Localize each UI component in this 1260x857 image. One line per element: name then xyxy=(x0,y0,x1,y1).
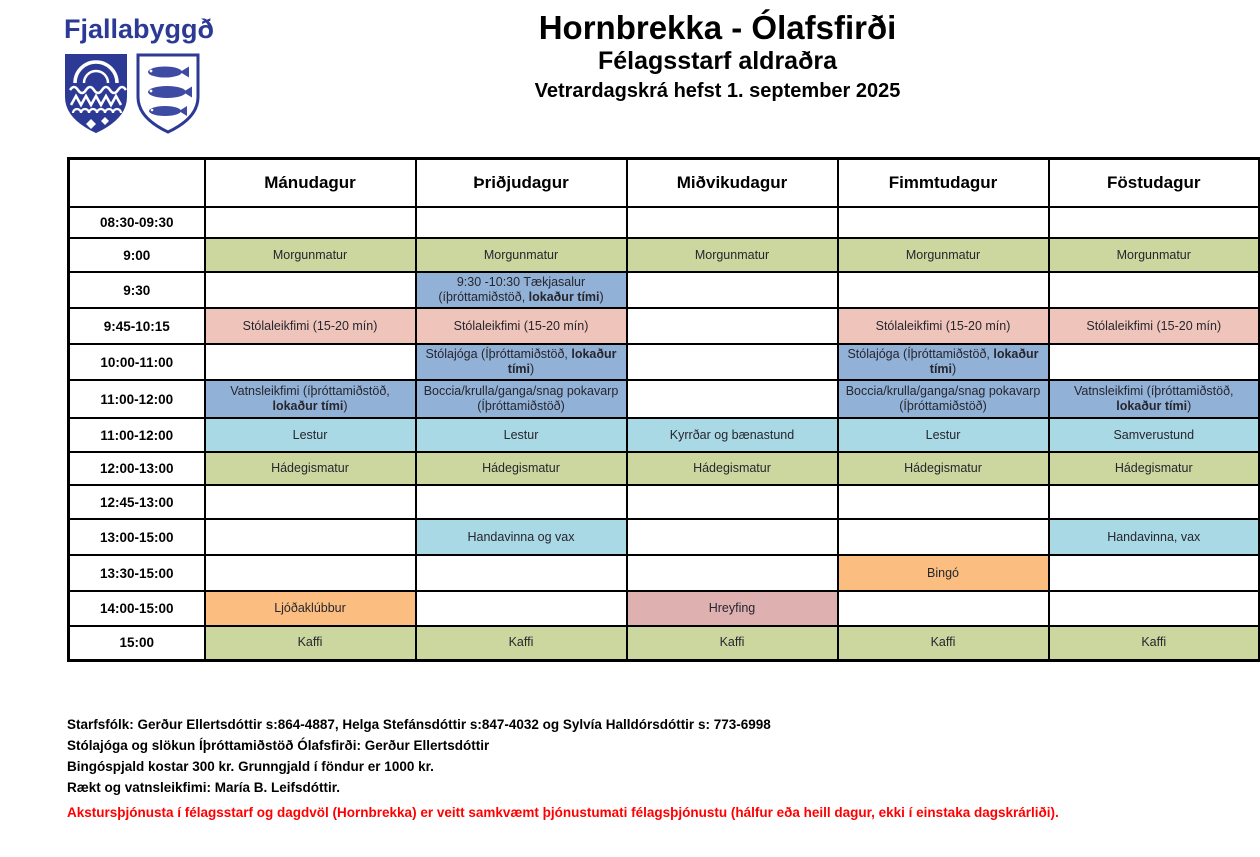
empty-cell xyxy=(627,380,838,418)
time-label: 11:00-12:00 xyxy=(69,418,205,452)
time-label: 12:00-13:00 xyxy=(69,452,205,485)
yoga-note: Stólajóga og slökun Íþróttamiðstöð Ólafsfirði: Gerður Ellertsdóttir xyxy=(67,738,490,753)
schedule-table xyxy=(67,157,1260,662)
activity-cell xyxy=(416,418,627,452)
empty-cell xyxy=(416,485,627,519)
activity-cell xyxy=(205,238,416,272)
day-header-thursday: Fimmtudagur xyxy=(838,159,1049,208)
activity-cell xyxy=(1049,418,1260,452)
schedule-row xyxy=(69,591,1260,626)
time-column-header xyxy=(69,159,205,208)
activity-cell xyxy=(627,591,838,626)
activity-label: Kaffi xyxy=(719,635,745,650)
empty-cell xyxy=(627,308,838,344)
schedule-row xyxy=(69,418,1260,452)
activity-cell xyxy=(1049,308,1260,344)
activity-label: Hádegismatur xyxy=(1114,461,1193,475)
activity-cell xyxy=(205,626,416,660)
page-title: Hornbrekka - Ólafsfirði xyxy=(538,9,897,46)
time-label: 11:00-12:00 xyxy=(69,380,205,418)
empty-cell xyxy=(416,555,627,591)
time-label: 9:00 xyxy=(69,238,205,272)
schedule-row xyxy=(69,452,1260,485)
activity-cell xyxy=(627,238,838,272)
activity-cell xyxy=(838,452,1049,485)
schedule-row xyxy=(69,238,1260,272)
activity-cell xyxy=(416,380,627,418)
day-header-friday: Föstudagur xyxy=(1049,159,1260,208)
activity-label: Morgunmatur xyxy=(272,247,348,262)
activity-label: Lestur xyxy=(925,427,961,442)
empty-cell xyxy=(627,344,838,380)
activity-cell xyxy=(205,380,416,418)
activity-cell xyxy=(416,452,627,485)
activity-label: Morgunmatur xyxy=(694,247,770,262)
empty-cell xyxy=(627,519,838,555)
schedule-row xyxy=(69,344,1260,380)
activity-label: Morgunmatur xyxy=(483,247,559,262)
empty-cell xyxy=(1049,344,1260,380)
time-label: 13:30-15:00 xyxy=(69,555,205,591)
schedule-row xyxy=(69,555,1260,591)
activity-cell xyxy=(416,238,627,272)
activity-cell xyxy=(416,308,627,344)
transport-notice: Akstursþjónusta í félagsstarf og dagdvöl (Hornbrekka) er veitt samkvæmt þjónustumati félagsþjónustu (hálfur eða heill dagur, ekki í einstaka dagskrárliði). xyxy=(67,805,1059,820)
activity-label-suffix: ) xyxy=(599,290,604,304)
activity-label: Morgunmatur xyxy=(1116,247,1191,262)
activity-label: Stólaleikfimi (15-20 mín) xyxy=(1086,318,1222,333)
empty-cell xyxy=(205,344,416,380)
activity-cell xyxy=(627,452,838,485)
municipality-logo xyxy=(64,14,244,140)
empty-cell xyxy=(1049,207,1260,238)
time-label: 15:00 xyxy=(69,626,205,660)
footer-notes xyxy=(67,714,1247,823)
activity-cell xyxy=(838,308,1049,344)
swim-note: Rækt og vatnsleikfimi: María B. Leifsdóttir. xyxy=(67,780,341,795)
activity-label: 9:30 -10:30 Tækjasalur (íþróttamiðstöð, xyxy=(438,275,586,304)
empty-cell xyxy=(205,272,416,308)
activity-cell xyxy=(838,344,1049,380)
day-header-tuesday: Þriðjudagur xyxy=(416,159,627,208)
empty-cell xyxy=(838,519,1049,555)
closed-session-label: lokaður tími xyxy=(1116,399,1188,413)
activity-label: Ljóðaklúbbur xyxy=(274,601,346,615)
empty-cell xyxy=(838,207,1049,238)
activity-label-suffix: ) xyxy=(530,362,535,376)
activity-label: Kyrrðar og bænastund xyxy=(669,427,795,442)
municipality-name: Fjallabyggð xyxy=(64,14,215,44)
activity-cell xyxy=(205,308,416,344)
empty-cell xyxy=(205,555,416,591)
empty-cell xyxy=(1049,485,1260,519)
activity-label: Lestur xyxy=(292,427,328,442)
activity-label: Boccia/krulla/ganga/snag pokavarp (Íþróttamiðstöð) xyxy=(423,384,619,413)
activity-label: Hádegismatur xyxy=(904,461,982,475)
schedule-row xyxy=(69,380,1260,418)
activity-cell xyxy=(838,238,1049,272)
activity-cell xyxy=(838,418,1049,452)
activity-label: Boccia/krulla/ganga/snag pokavarp (Íþróttamiðstöð) xyxy=(845,384,1041,413)
time-label: 9:30 xyxy=(69,272,205,308)
staff-note: Starfsfólk: Gerður Ellertsdóttir s:864-4887, Helga Stefánsdóttir s:847-4032 og Sylvía Halldórsdóttir s: 773-6998 xyxy=(67,717,771,732)
activity-label: Handavinna, vax xyxy=(1107,529,1201,544)
closed-session-label: lokaður tími xyxy=(272,399,344,413)
activity-label: Hreyfing xyxy=(708,601,756,615)
activity-label: Kaffi xyxy=(930,635,956,650)
closed-session-label: lokaður tími xyxy=(929,347,1039,376)
activity-label: Stólaleikfimi (15-20 mín) xyxy=(875,318,1011,333)
empty-cell xyxy=(205,519,416,555)
activity-label: Kaffi xyxy=(508,635,534,650)
schedule-row xyxy=(69,519,1260,555)
activity-label: Samverustund xyxy=(1113,427,1195,442)
empty-cell xyxy=(205,207,416,238)
activity-cell xyxy=(416,272,627,308)
empty-cell xyxy=(627,555,838,591)
activity-cell xyxy=(1049,452,1260,485)
schedule-row xyxy=(69,272,1260,308)
activity-cell xyxy=(1049,626,1260,660)
time-label: 12:45-13:00 xyxy=(69,485,205,519)
empty-cell xyxy=(627,272,838,308)
time-label: 08:30-09:30 xyxy=(69,207,205,238)
empty-cell xyxy=(627,485,838,519)
activity-label: Lestur xyxy=(503,427,539,442)
shield-left-icon xyxy=(66,55,126,132)
activity-label-suffix: ) xyxy=(1187,399,1192,413)
activity-label: Handavinna og vax xyxy=(467,529,575,544)
activity-cell xyxy=(205,452,416,485)
schedule-row xyxy=(69,308,1260,344)
activity-cell xyxy=(205,591,416,626)
activity-label: Bingó xyxy=(927,565,959,580)
empty-cell xyxy=(1049,591,1260,626)
schedule-table-wrap xyxy=(67,157,1260,662)
empty-cell xyxy=(838,591,1049,626)
activity-cell xyxy=(838,555,1049,591)
activity-cell xyxy=(1049,380,1260,418)
schedule-row xyxy=(69,485,1260,519)
empty-cell xyxy=(838,272,1049,308)
closed-session-label: lokaður tími xyxy=(507,347,617,376)
empty-cell xyxy=(627,207,838,238)
coat-of-arms xyxy=(64,53,244,140)
empty-cell xyxy=(838,485,1049,519)
empty-cell xyxy=(1049,555,1260,591)
activity-label: Stólaleikfimi (15-20 mín) xyxy=(242,318,378,333)
time-label: 10:00-11:00 xyxy=(69,344,205,380)
activity-label: Morgunmatur xyxy=(905,247,981,262)
empty-cell xyxy=(416,591,627,626)
closed-session-label: lokaður tími xyxy=(528,290,600,304)
activity-cell xyxy=(838,380,1049,418)
activity-cell xyxy=(416,626,627,660)
activity-label: Stólajóga (Íþróttamiðstöð, xyxy=(847,347,994,361)
activity-cell xyxy=(627,626,838,660)
activity-cell xyxy=(416,519,627,555)
schedule-row xyxy=(69,626,1260,660)
activity-label: Stólaleikfimi (15-20 mín) xyxy=(453,318,589,333)
activity-label-suffix: ) xyxy=(343,399,348,413)
time-label: 9:45-10:15 xyxy=(69,308,205,344)
activity-label: Kaffi xyxy=(297,635,323,650)
coat-of-arms-icon xyxy=(64,53,200,135)
activity-cell xyxy=(627,418,838,452)
activity-cell xyxy=(838,626,1049,660)
page-header xyxy=(240,10,1195,104)
season-note: Vetrardagskrá hefst 1. september 2025 xyxy=(534,79,901,102)
activity-cell xyxy=(1049,238,1260,272)
header-row xyxy=(69,159,1260,208)
activity-cell xyxy=(416,344,627,380)
empty-cell xyxy=(416,207,627,238)
time-label: 14:00-15:00 xyxy=(69,591,205,626)
time-label: 13:00-15:00 xyxy=(69,519,205,555)
shield-right-icon xyxy=(138,55,198,132)
empty-cell xyxy=(205,485,416,519)
activity-label: Stólajóga (Íþróttamiðstöð, xyxy=(425,347,572,361)
activity-label: Hádegismatur xyxy=(271,461,349,475)
empty-cell xyxy=(1049,272,1260,308)
day-header-monday: Mánudagur xyxy=(205,159,416,208)
activity-label: Vatnsleikfimi (íþróttamiðstöð, xyxy=(230,384,390,398)
activity-label: Kaffi xyxy=(1141,635,1167,650)
activity-label: Vatnsleikfimi (íþróttamiðstöð, xyxy=(1073,384,1234,398)
schedule-row xyxy=(69,207,1260,238)
price-note: Bingóspjald kostar 300 kr. Grunngjald í föndur er 1000 kr. xyxy=(67,759,434,774)
day-header-wednesday: Miðvikudagur xyxy=(627,159,838,208)
activity-label: Hádegismatur xyxy=(693,461,771,475)
activity-label: Hádegismatur xyxy=(482,461,560,475)
page-subtitle: Félagsstarf aldraðra xyxy=(598,47,837,76)
activity-cell xyxy=(205,418,416,452)
activity-cell xyxy=(1049,519,1260,555)
activity-label-suffix: ) xyxy=(952,362,957,376)
